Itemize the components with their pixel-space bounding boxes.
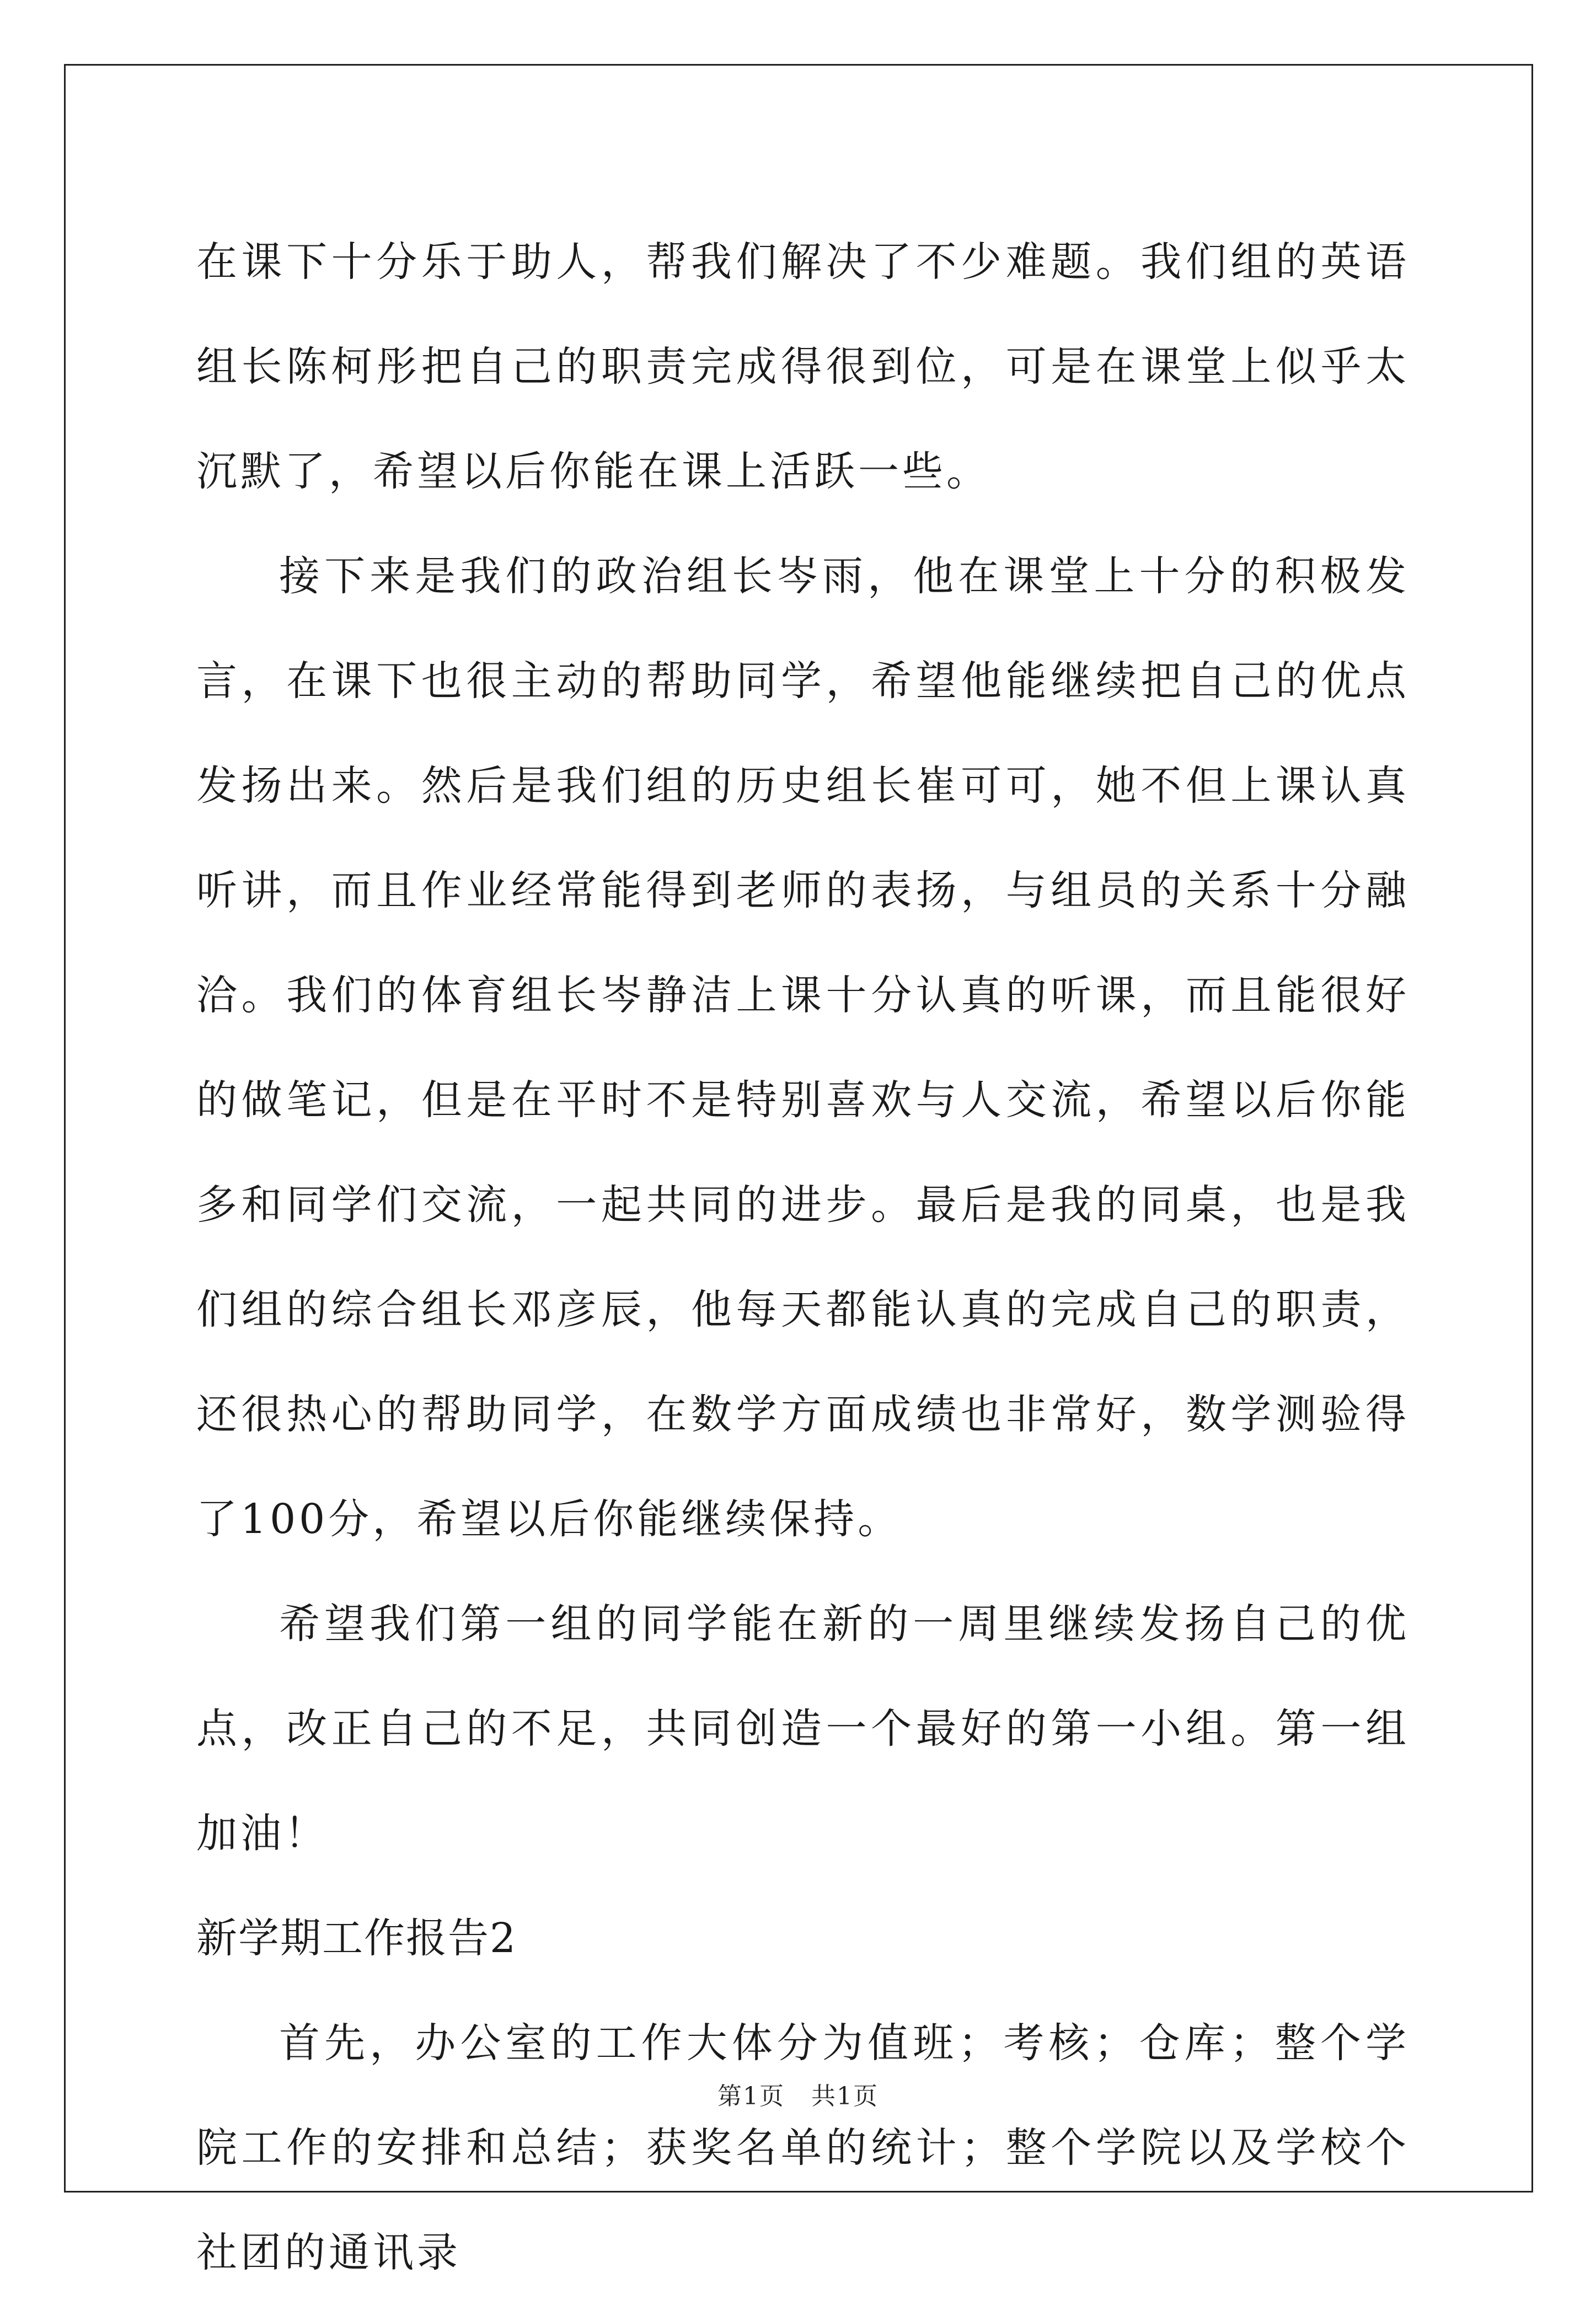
paragraph-group-leaders: 接下来是我们的政治组长岑雨，他在课堂上十分的积极发言，在课下也很主动的帮助同学，希望他能继续把自己的优点发扬出来。然后是我们组的历史组长崔可可，她不但上课认真听讲，而且作业经常能得到老师的表扬，与组员的关系十分融洽。我们的体育组长岑静洁上课十分认真的听课，而且能很好的做笔记，但是在平时不是特别喜欢与人交流，希望以后你能多和同学们交流，一起共同的进步。最后是我的同桌，也是我们组的综合组长邓彦辰，他每天都能认真的完成自己的职责，还很热心的帮助同学，在数学方面成绩也非常好，数学测验得了100分，希望以后你能继续保持。 (196, 553, 1410, 1543)
page-footer: 第1页 共1页 (717, 2082, 879, 2110)
paragraph-closing-wish: 希望我们第一组的同学能在新的一周里继续发扬自己的优点，改正自己的不足，共同创造一个最好的第一小组。第一组加油！ (196, 1600, 1410, 1857)
document-body (196, 210, 1410, 2305)
paragraph-office-work: 首先，办公室的工作大体分为值班；考核；仓库；整个学院工作的安排和总结；获奖名单的统计；整个学院以及学校个社团的通讯录 (196, 2019, 1410, 2276)
paragraph-continuation: 在课下十分乐于助人，帮我们解决了不少难题。我们组的英语组长陈柯彤把自己的职责完成得很到位，可是在课堂上似乎太沉默了，希望以后你能在课上活跃一些。 (196, 238, 1410, 495)
section-heading: 新学期工作报告2 (196, 1915, 517, 1962)
